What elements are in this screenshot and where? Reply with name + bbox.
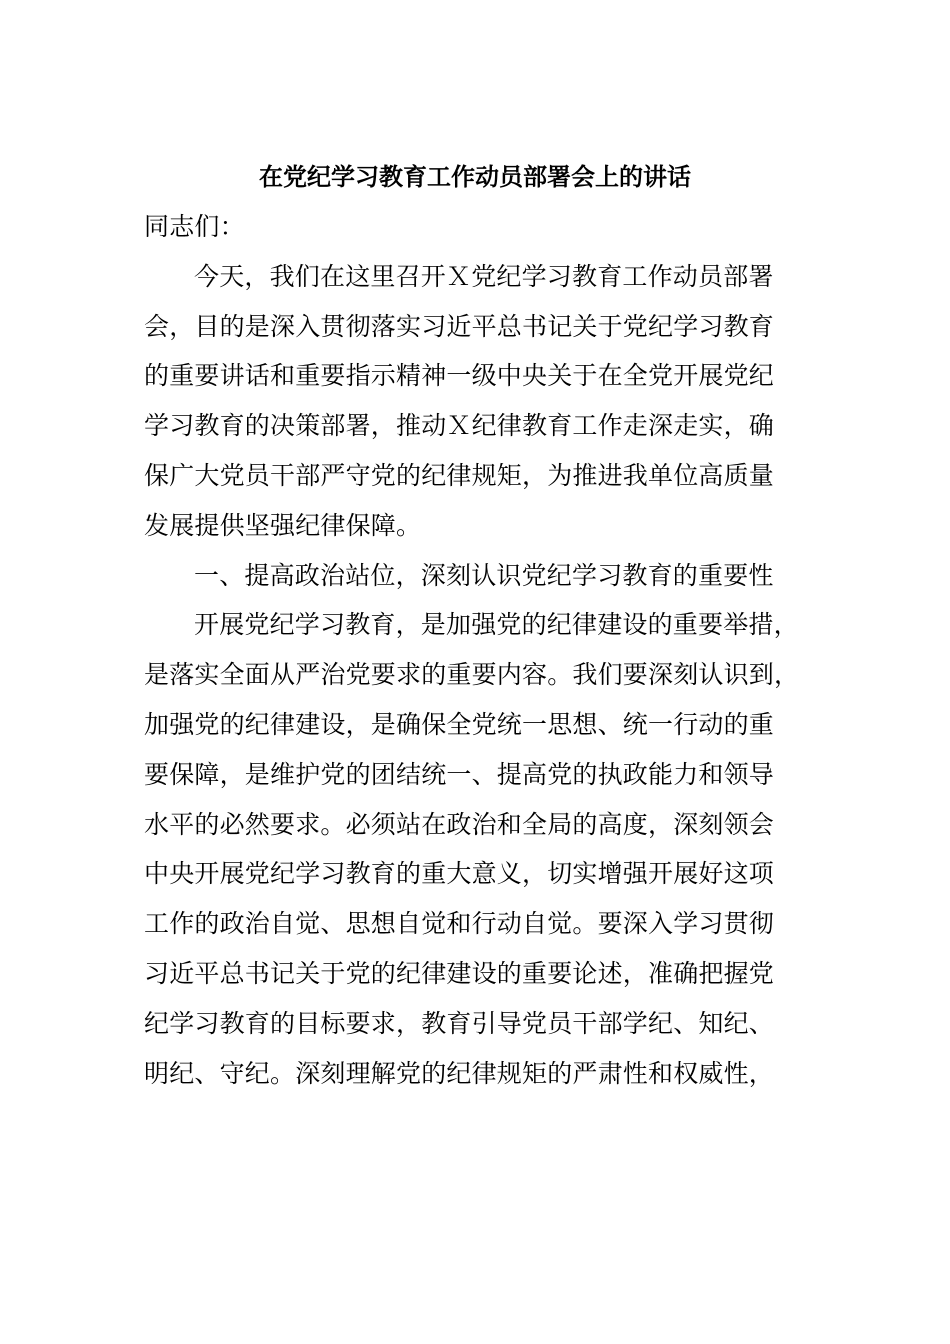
paragraph-line: 学习教育的决策部署，推动Ｘ纪律教育工作走深走实，确 — [144, 411, 775, 441]
document-title: 在党纪学习教育工作动员部署会上的讲话 — [259, 163, 691, 191]
section-heading: 一、提高政治站位，深刻认识党纪学习教育的重要性 — [194, 560, 774, 590]
paragraph-line: 是落实全面从严治党要求的重要内容。我们要深刻认识到， — [144, 660, 800, 690]
document-body — [144, 202, 814, 1098]
paragraph-line: 今天，我们在这里召开Ｘ党纪学习教育工作动员部署 — [194, 261, 774, 291]
paragraph-line: 要保障，是维护党的团结统一、提高党的执政能力和领导 — [144, 759, 775, 789]
paragraph-line: 中央开展党纪学习教育的重大意义，切实增强开展好这项 — [144, 859, 775, 889]
paragraph-line: 水平的必然要求。必须站在政治和全局的高度，深刻领会 — [144, 809, 775, 839]
paragraph-line: 加强党的纪律建设，是确保全党统一思想、统一行动的重 — [144, 709, 775, 739]
paragraph-line: 会，目的是深入贯彻落实习近平总书记关于党纪学习教育 — [144, 311, 775, 341]
paragraph-line: 工作的政治自觉、思想自觉和行动自觉。要深入学习贯彻 — [144, 909, 775, 939]
paragraph-line: 保广大党员干部严守党的纪律规矩，为推进我单位高质量 — [144, 460, 775, 490]
paragraph-line: 纪学习教育的目标要求，教育引导党员干部学纪、知纪、 — [144, 1008, 775, 1038]
paragraph-line: 的重要讲话和重要指示精神一级中央关于在全党开展党纪 — [144, 361, 775, 391]
paragraph-line: 习近平总书记关于党的纪律建设的重要论述，准确把握党 — [144, 958, 775, 988]
paragraph-line: 开展党纪学习教育，是加强党的纪律建设的重要举措， — [194, 610, 799, 640]
salutation-line: 同志们： — [144, 212, 245, 241]
paragraph-line: 发展提供坚强纪律保障。 — [144, 510, 422, 540]
paragraph-line: 明纪、守纪。深刻理解党的纪律规矩的严肃性和权威性， — [144, 1058, 775, 1088]
